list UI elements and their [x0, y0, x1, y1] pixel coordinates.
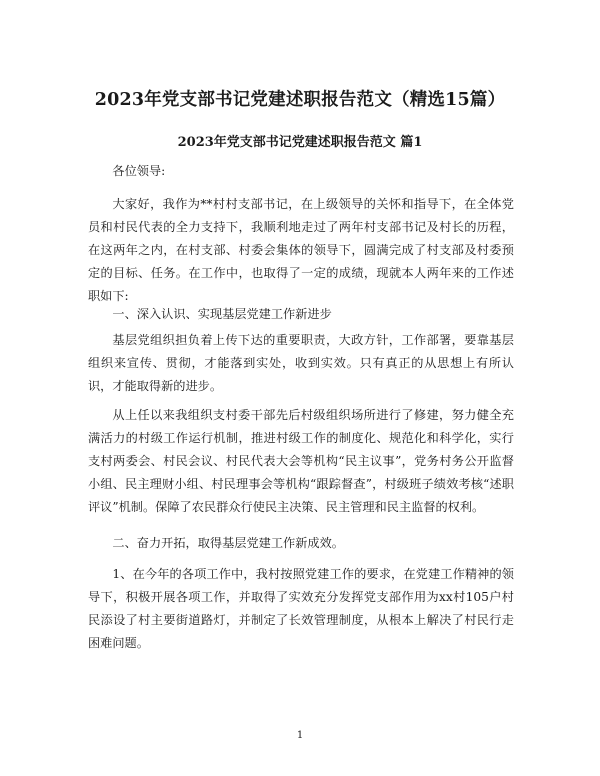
salutation: 各位领导:: [112, 164, 166, 178]
paragraph-2: 基层党组织担负着上传下达的重要职责，大政方针，工作部署，要靠基层组织来宣传、贯彻，才能落到实处，收到实效。只有真正的从思想上有所认识，才能取得新的进步。: [88, 333, 514, 393]
paragraph-intro: 大家好，我作为**村村支部书记，在上级领导的关怀和指导下，在全体党员和村民代表的全力支持下，我顺利地走过了两年村支部书记及村长的历程，在这两年之内，在村支部、村委会集体的领导下，圆满完成了村支部及村委预定的目标、任务。在工作中，也取得了一定的成绩，现就本人两年来的工作述职如下:: [88, 197, 514, 303]
paragraph-4: 1、在今年的各项工作中，我村按照党建工作的要求，在党建工作精神的领导下，积极开展各项工作，并取得了实效充分发挥党支部作用为xx村105户村民添设了村主要街道路灯，并制定了长效管理制度，从根本上解决了村民行走困难问题。: [88, 567, 514, 650]
section-subtitle: 2023年党支部书记党建述职报告范文 篇1: [177, 135, 423, 150]
document-title: 2023年党支部书记党建述职报告范文（精选15篇）: [94, 90, 506, 110]
paragraph-3: 从上任以来我组织支村委干部先后村级组织场所进行了修建，努力健全充满活力的村级工作运行机制，推进村级工作的制度化、规范化和科学化，实行支村两委会、村民会议、村民代表大会等机构“民主议事”，党务村务公开监督小组、民主理财小组、村民理事会等机构“跟踪督查”，村级班子绩效考核“述职评议”机制。保障了农民群众行使民主决策、民主管理和民主监督的权利。: [88, 408, 514, 514]
page-number: 1: [296, 730, 304, 741]
section-heading-1: 一、深入认识、实现基层党建工作新进步: [112, 307, 332, 321]
section-heading-2: 二、奋力开拓，取得基层党建工作新成效。: [112, 536, 344, 550]
